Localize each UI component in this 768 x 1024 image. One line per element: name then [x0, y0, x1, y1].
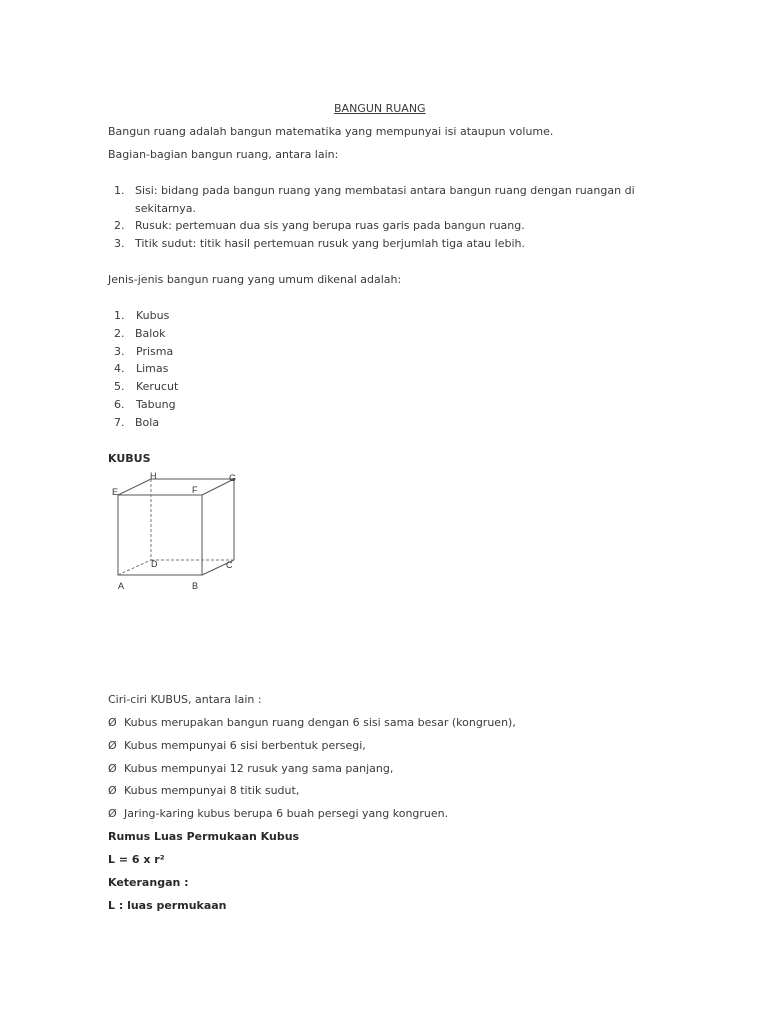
- list-number: 6.: [114, 398, 125, 411]
- list-item: Titik sudut: titik hasil pertemuan rusuk yang berjumlah tiga atau lebih.: [135, 237, 525, 250]
- vertex-label-c: C: [226, 560, 233, 570]
- list-number: 2.: [114, 219, 125, 232]
- list-number: 7.: [114, 416, 125, 429]
- list-item: Kubus: [136, 309, 170, 322]
- keterangan-heading: Keterangan :: [108, 876, 189, 889]
- cube-hidden-edge: [118, 560, 151, 575]
- features-heading: Ciri-ciri KUBUS, antara lain :: [108, 693, 262, 706]
- vertex-label-f: F: [192, 485, 198, 495]
- vertex-label-g: G: [229, 473, 237, 483]
- list-item: Sisi: bidang pada bangun ruang yang membatasi antara bangun ruang dengan ruangan di: [135, 184, 635, 197]
- list-number: 2.: [114, 327, 125, 340]
- list-item: Balok: [135, 327, 166, 340]
- formula: L = 6 x r²: [108, 853, 165, 866]
- bullet-icon: Ø: [108, 762, 117, 775]
- vertex-label-h: H: [150, 471, 157, 481]
- feature-item: Ø Kubus merupakan bangun ruang dengan 6 sisi sama besar (kongruen),: [108, 716, 516, 729]
- page-title: BANGUN RUANG: [334, 102, 426, 115]
- list-number: 4.: [114, 362, 125, 375]
- formula-heading: Rumus Luas Permukaan Kubus: [108, 830, 300, 843]
- cube-diagram: [106, 468, 246, 593]
- list-item: Tabung: [136, 398, 176, 411]
- bullet-icon: Ø: [108, 807, 117, 820]
- list-item-continuation: sekitarnya.: [135, 202, 197, 215]
- vertex-label-d: D: [151, 559, 158, 569]
- list-number: 5.: [114, 380, 125, 393]
- list-item: Rusuk: pertemuan dua sis yang berupa ruas garis pada bangun ruang.: [135, 219, 525, 232]
- list-number: 3.: [114, 345, 125, 358]
- list-item: Limas: [136, 362, 169, 375]
- list-item: Prisma: [136, 345, 174, 358]
- bullet-icon: Ø: [108, 784, 117, 797]
- list-number: 1.: [114, 184, 125, 197]
- list-number: 1.: [114, 309, 125, 322]
- vertex-label-b: B: [192, 581, 199, 591]
- feature-item: Ø Kubus mempunyai 6 sisi berbentuk persegi,: [108, 739, 366, 752]
- bullet-icon: Ø: [108, 739, 117, 752]
- bullet-icon: Ø: [108, 716, 117, 729]
- cube-front-face: [118, 495, 202, 575]
- list-item: Kerucut: [136, 380, 179, 393]
- kubus-heading: KUBUS: [108, 452, 151, 465]
- feature-item: Ø Kubus mempunyai 12 rusuk yang sama panjang,: [108, 762, 394, 775]
- cube-edge: [118, 479, 151, 495]
- parts-heading: Bagian-bagian bangun ruang, antara lain:: [108, 148, 339, 161]
- list-item: Bola: [135, 416, 160, 429]
- list-number: 3.: [114, 237, 125, 250]
- vertex-label-e: E: [112, 487, 119, 497]
- keterangan-item: L : luas permukaan: [108, 899, 227, 912]
- vertex-label-a: A: [118, 581, 125, 591]
- feature-item: Ø Jaring-karing kubus berupa 6 buah persegi yang kongruen.: [108, 807, 449, 820]
- feature-item: Ø Kubus mempunyai 8 titik sudut,: [108, 784, 300, 797]
- definition-text: Bangun ruang adalah bangun matematika yang mempunyai isi ataupun volume.: [108, 125, 554, 138]
- types-heading: Jenis-jenis bangun ruang yang umum dikenal adalah:: [108, 273, 402, 286]
